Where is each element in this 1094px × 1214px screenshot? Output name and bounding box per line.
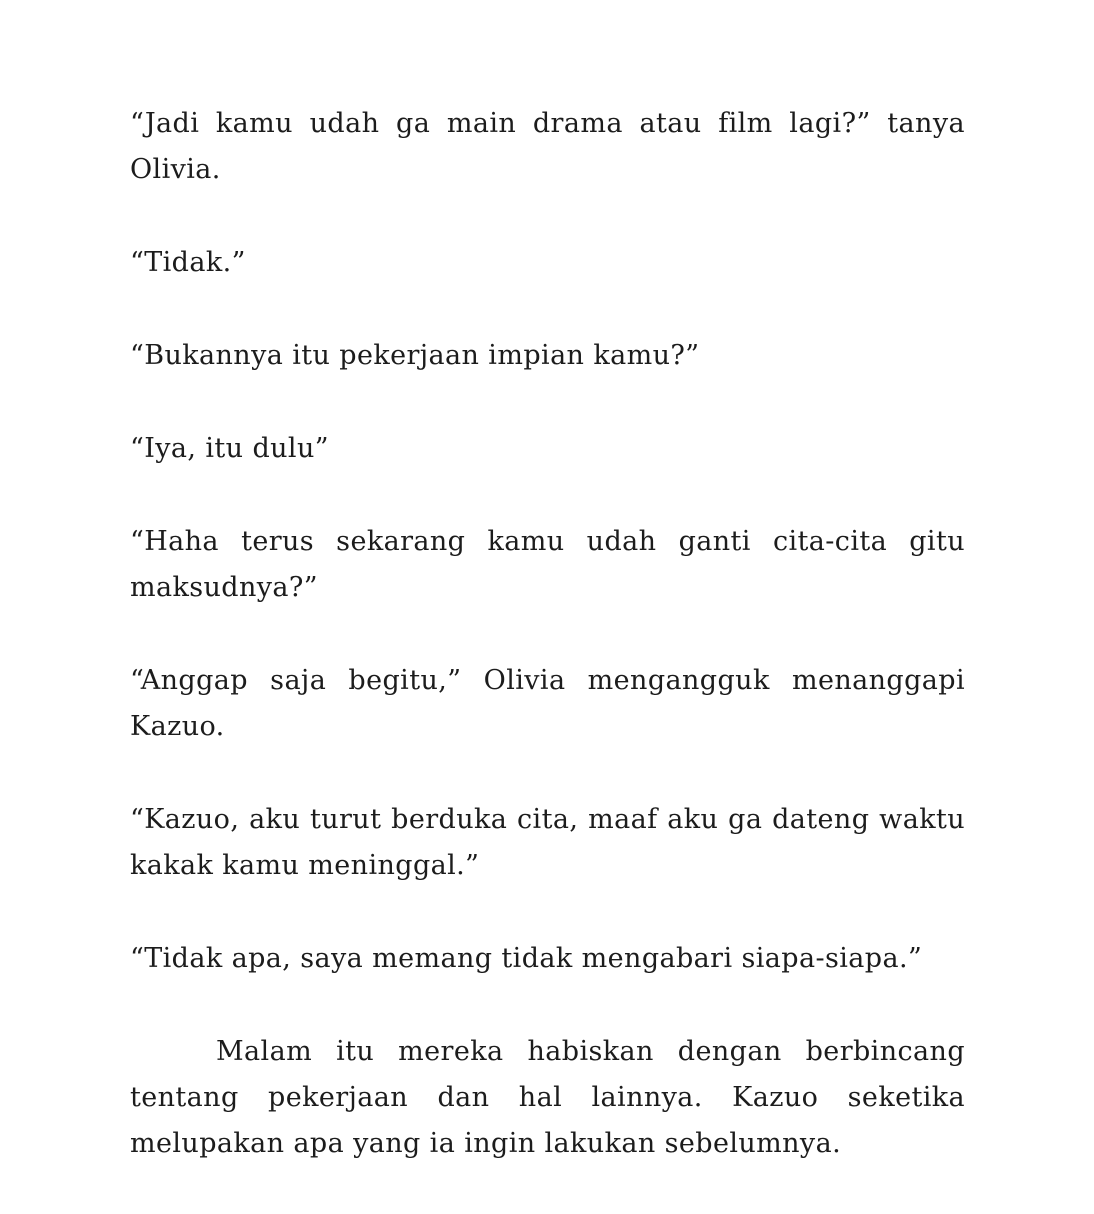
paragraph-tidak: “Tidak.” [130, 247, 246, 278]
paragraph-berduka-cita: “Kazuo, aku turut berduka cita, maaf aku ga dateng waktu kakak kamu meninggal.” [130, 804, 965, 881]
paragraph-olivia-question: “Jadi kamu udah ga main drama atau film lagi?” tanya Olivia. [130, 108, 965, 185]
paragraph-dream-job: “Bukannya itu pekerjaan impian kamu?” [130, 340, 700, 371]
paragraph-iya-dulu: “Iya, itu dulu” [130, 433, 329, 464]
document-page [130, 101, 965, 1214]
paragraph-tidak-apa: “Tidak apa, saya memang tidak mengabari siapa-siapa.” [130, 943, 923, 974]
paragraph-ganti-cita-cita: “Haha terus sekarang kamu udah ganti cita-cita gitu maksudnya?” [130, 526, 965, 603]
paragraph-narration: Malam itu mereka habiskan dengan berbincang tentang pekerjaan dan hal lainnya. Kazuo seketika melupakan apa yang ia ingin lakukan sebelumnya. [130, 1036, 965, 1159]
paragraph-anggap-saja: “Anggap saja begitu,” Olivia mengangguk menanggapi Kazuo. [130, 665, 965, 742]
